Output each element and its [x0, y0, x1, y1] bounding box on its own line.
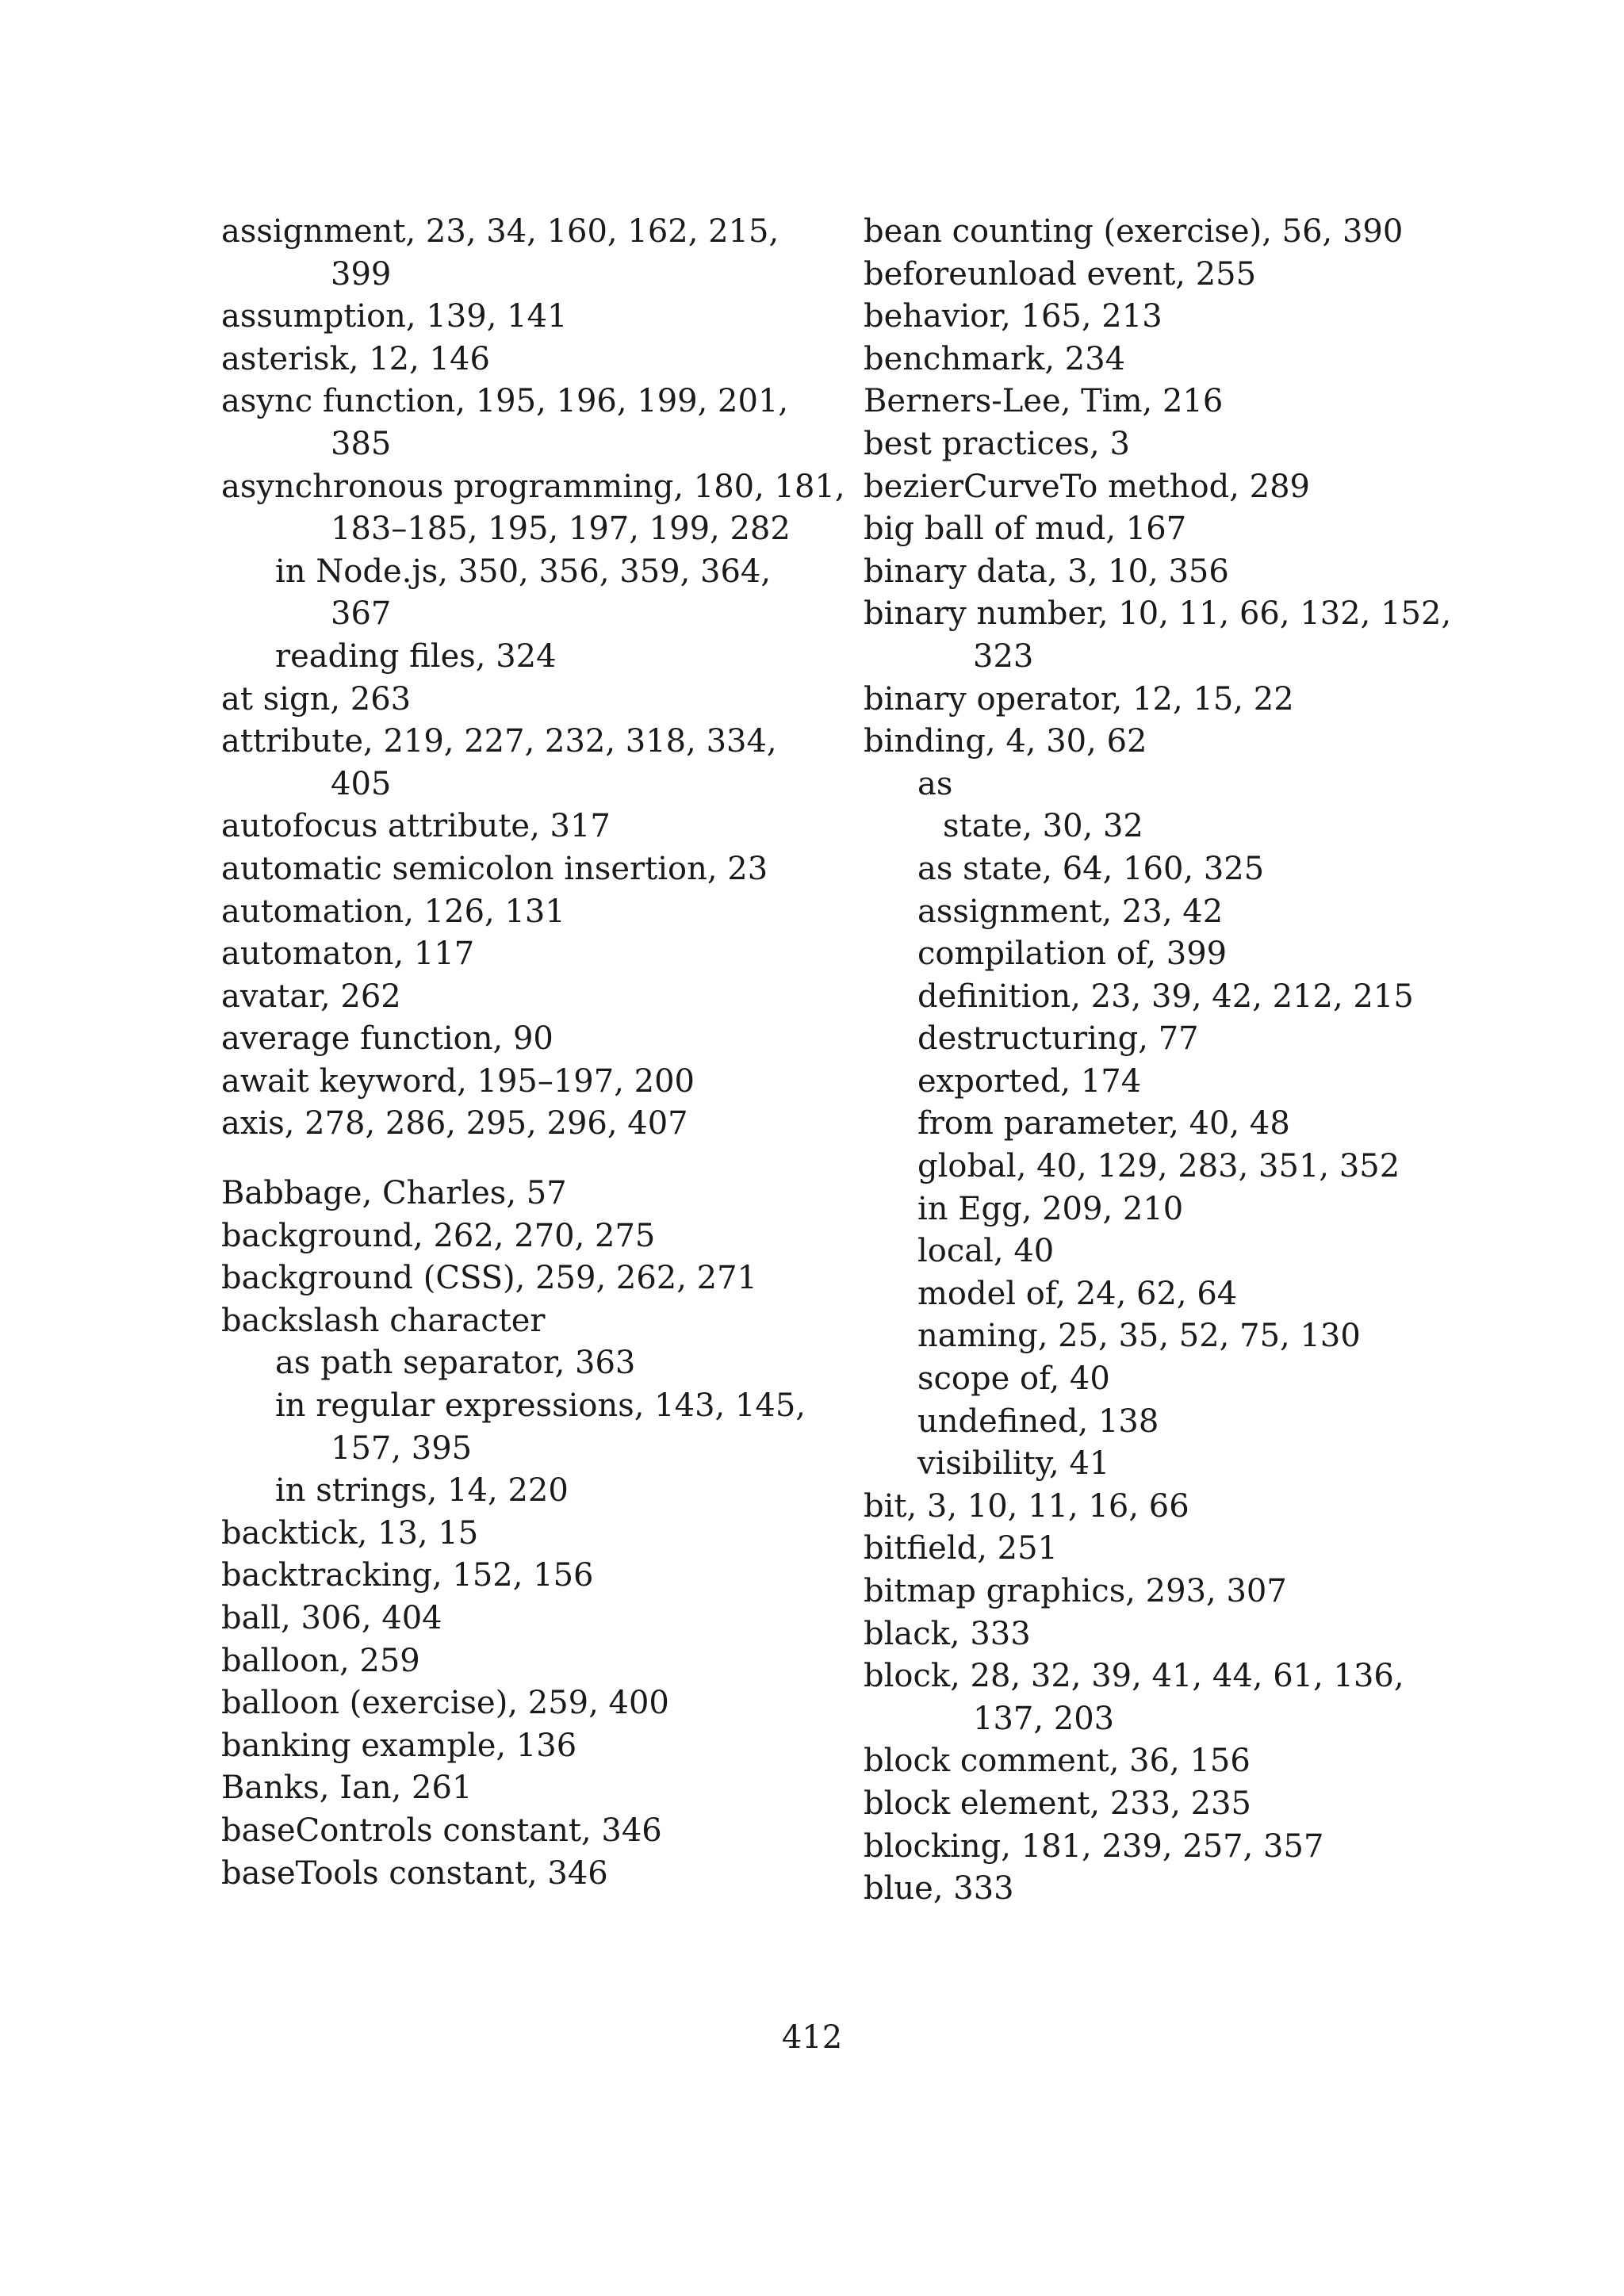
index-entry: backtick, 13, 15: [221, 1514, 479, 1552]
index-entry: avatar, 262: [221, 978, 401, 1015]
index-entry-continuation: 137, 203: [973, 1700, 1115, 1737]
index-entry: attribute, 219, 227, 232, 318, 334,: [221, 723, 777, 760]
index-entry: binary number, 10, 11, 66, 132, 152,: [864, 595, 1452, 633]
index-subentry: state, 30, 32: [943, 808, 1143, 845]
index-entry: binary data, 3, 10, 356: [864, 553, 1229, 590]
index-entry: axis, 278, 286, 295, 296, 407: [221, 1105, 688, 1142]
index-entry-continuation: 323: [973, 637, 1034, 675]
index-entry: backtracking, 152, 156: [221, 1557, 594, 1594]
index-column-right: [864, 211, 1466, 1911]
index-entry: block, 28, 32, 39, 41, 44, 61, 136,: [864, 1658, 1404, 1695]
index-entry: blocking, 181, 239, 257, 357: [864, 1827, 1324, 1865]
index-subentry: as: [917, 765, 953, 802]
index-entry: backslash character: [221, 1302, 546, 1339]
index-entry: baseTools constant, 346: [221, 1854, 608, 1892]
index-entry: binding, 4, 30, 62: [864, 723, 1147, 760]
index-entry: blue, 333: [864, 1870, 1014, 1908]
index-subentry: exported, 174: [917, 1062, 1142, 1100]
index-entry-continuation: 405: [331, 765, 392, 802]
index-entry: big ball of mud, 167: [864, 511, 1187, 548]
index-entry: binary operator, 12, 15, 22: [864, 680, 1294, 718]
index-entry: bean counting (exercise), 56, 390: [864, 213, 1404, 250]
index-entry: bitfield, 251: [864, 1530, 1058, 1567]
index-subentry: model of, 24, 62, 64: [917, 1275, 1238, 1312]
index-subentry: as state, 64, 160, 325: [917, 850, 1265, 887]
index-entry: benchmark, 234: [864, 340, 1126, 377]
index-entry: balloon (exercise), 259, 400: [221, 1685, 669, 1722]
index-entry: behavior, 165, 213: [864, 298, 1162, 335]
index-subentry: compilation of, 399: [917, 936, 1228, 973]
index-entry: assumption, 139, 141: [221, 298, 568, 335]
index-entry: Berners-Lee, Tim, 216: [864, 383, 1224, 420]
index-subentry: scope of, 40: [917, 1360, 1110, 1398]
index-entry-continuation: 157, 395: [331, 1429, 473, 1467]
index-subentry: local, 40: [917, 1233, 1055, 1270]
index-entry: best practices, 3: [864, 425, 1130, 462]
index-subentry: visibility, 41: [917, 1445, 1110, 1483]
index-subentry: assignment, 23, 42: [917, 893, 1224, 930]
index-entry: block element, 233, 235: [864, 1785, 1251, 1822]
index-entry: autofocus attribute, 317: [221, 808, 611, 845]
index-entry: async function, 195, 196, 199, 201,: [221, 383, 789, 420]
index-entry: bitmap graphics, 293, 307: [864, 1573, 1287, 1609]
index-subentry: undefined, 138: [917, 1402, 1159, 1440]
index-subentry: global, 40, 129, 283, 351, 352: [917, 1148, 1400, 1185]
index-entry: baseControls constant, 346: [221, 1812, 662, 1849]
index-subentry: reading files, 324: [275, 637, 557, 675]
page-number: 412: [781, 2019, 843, 2056]
index-entry: automatic semicolon insertion, 23: [221, 850, 768, 887]
index-entry: block comment, 36, 156: [864, 1743, 1251, 1780]
index-entry: automation, 126, 131: [221, 893, 565, 930]
index-entry-continuation: 399: [331, 255, 392, 293]
index-entry-continuation: 385: [331, 425, 392, 462]
index-entry: automaton, 117: [221, 936, 475, 973]
index-entry: balloon, 259: [221, 1642, 420, 1679]
index-entry: assignment, 23, 34, 160, 162, 215,: [221, 213, 779, 250]
index-entry: background, 262, 270, 275: [221, 1217, 656, 1254]
index-entry: ball, 306, 404: [221, 1600, 442, 1636]
index-subentry: in Egg, 209, 210: [917, 1190, 1184, 1227]
index-entry: bit, 3, 10, 11, 16, 66: [864, 1487, 1189, 1525]
index-entry: background (CSS), 259, 262, 271: [221, 1260, 757, 1297]
index-entry: Babbage, Charles, 57: [221, 1175, 567, 1212]
index-subentry: destructuring, 77: [917, 1020, 1199, 1058]
index-subentry: in regular expressions, 143, 145,: [275, 1387, 806, 1425]
index-subentry: in strings, 14, 220: [275, 1472, 569, 1510]
index-entry: bezierCurveTo method, 289: [864, 468, 1310, 505]
index-entry: banking example, 136: [221, 1727, 577, 1764]
index-entry: black, 333: [864, 1615, 1031, 1652]
index-entry: beforeunload event, 255: [864, 255, 1257, 293]
index-subentry: in Node.js, 350, 356, 359, 364,: [275, 553, 772, 590]
index-subentry: naming, 25, 35, 52, 75, 130: [917, 1318, 1361, 1355]
index-subentry: definition, 23, 39, 42, 212, 215: [917, 978, 1414, 1015]
index-entry: average function, 90: [221, 1020, 553, 1058]
index-subentry: as path separator, 363: [275, 1345, 636, 1382]
index-entry: await keyword, 195–197, 200: [221, 1062, 695, 1100]
index-letter-gap: [221, 1146, 824, 1173]
index-entry: asterisk, 12, 146: [221, 340, 490, 377]
index-entry: asynchronous programming, 180, 181,: [221, 468, 845, 505]
index-column-left: [221, 211, 845, 1895]
index-entry-continuation: 183–185, 195, 197, 199, 282: [331, 511, 791, 548]
index-entry: Banks, Ian, 261: [221, 1770, 473, 1807]
index-subentry: from parameter, 40, 48: [917, 1105, 1290, 1142]
index-entry-continuation: 367: [331, 595, 392, 633]
index-entry: at sign, 263: [221, 680, 412, 718]
